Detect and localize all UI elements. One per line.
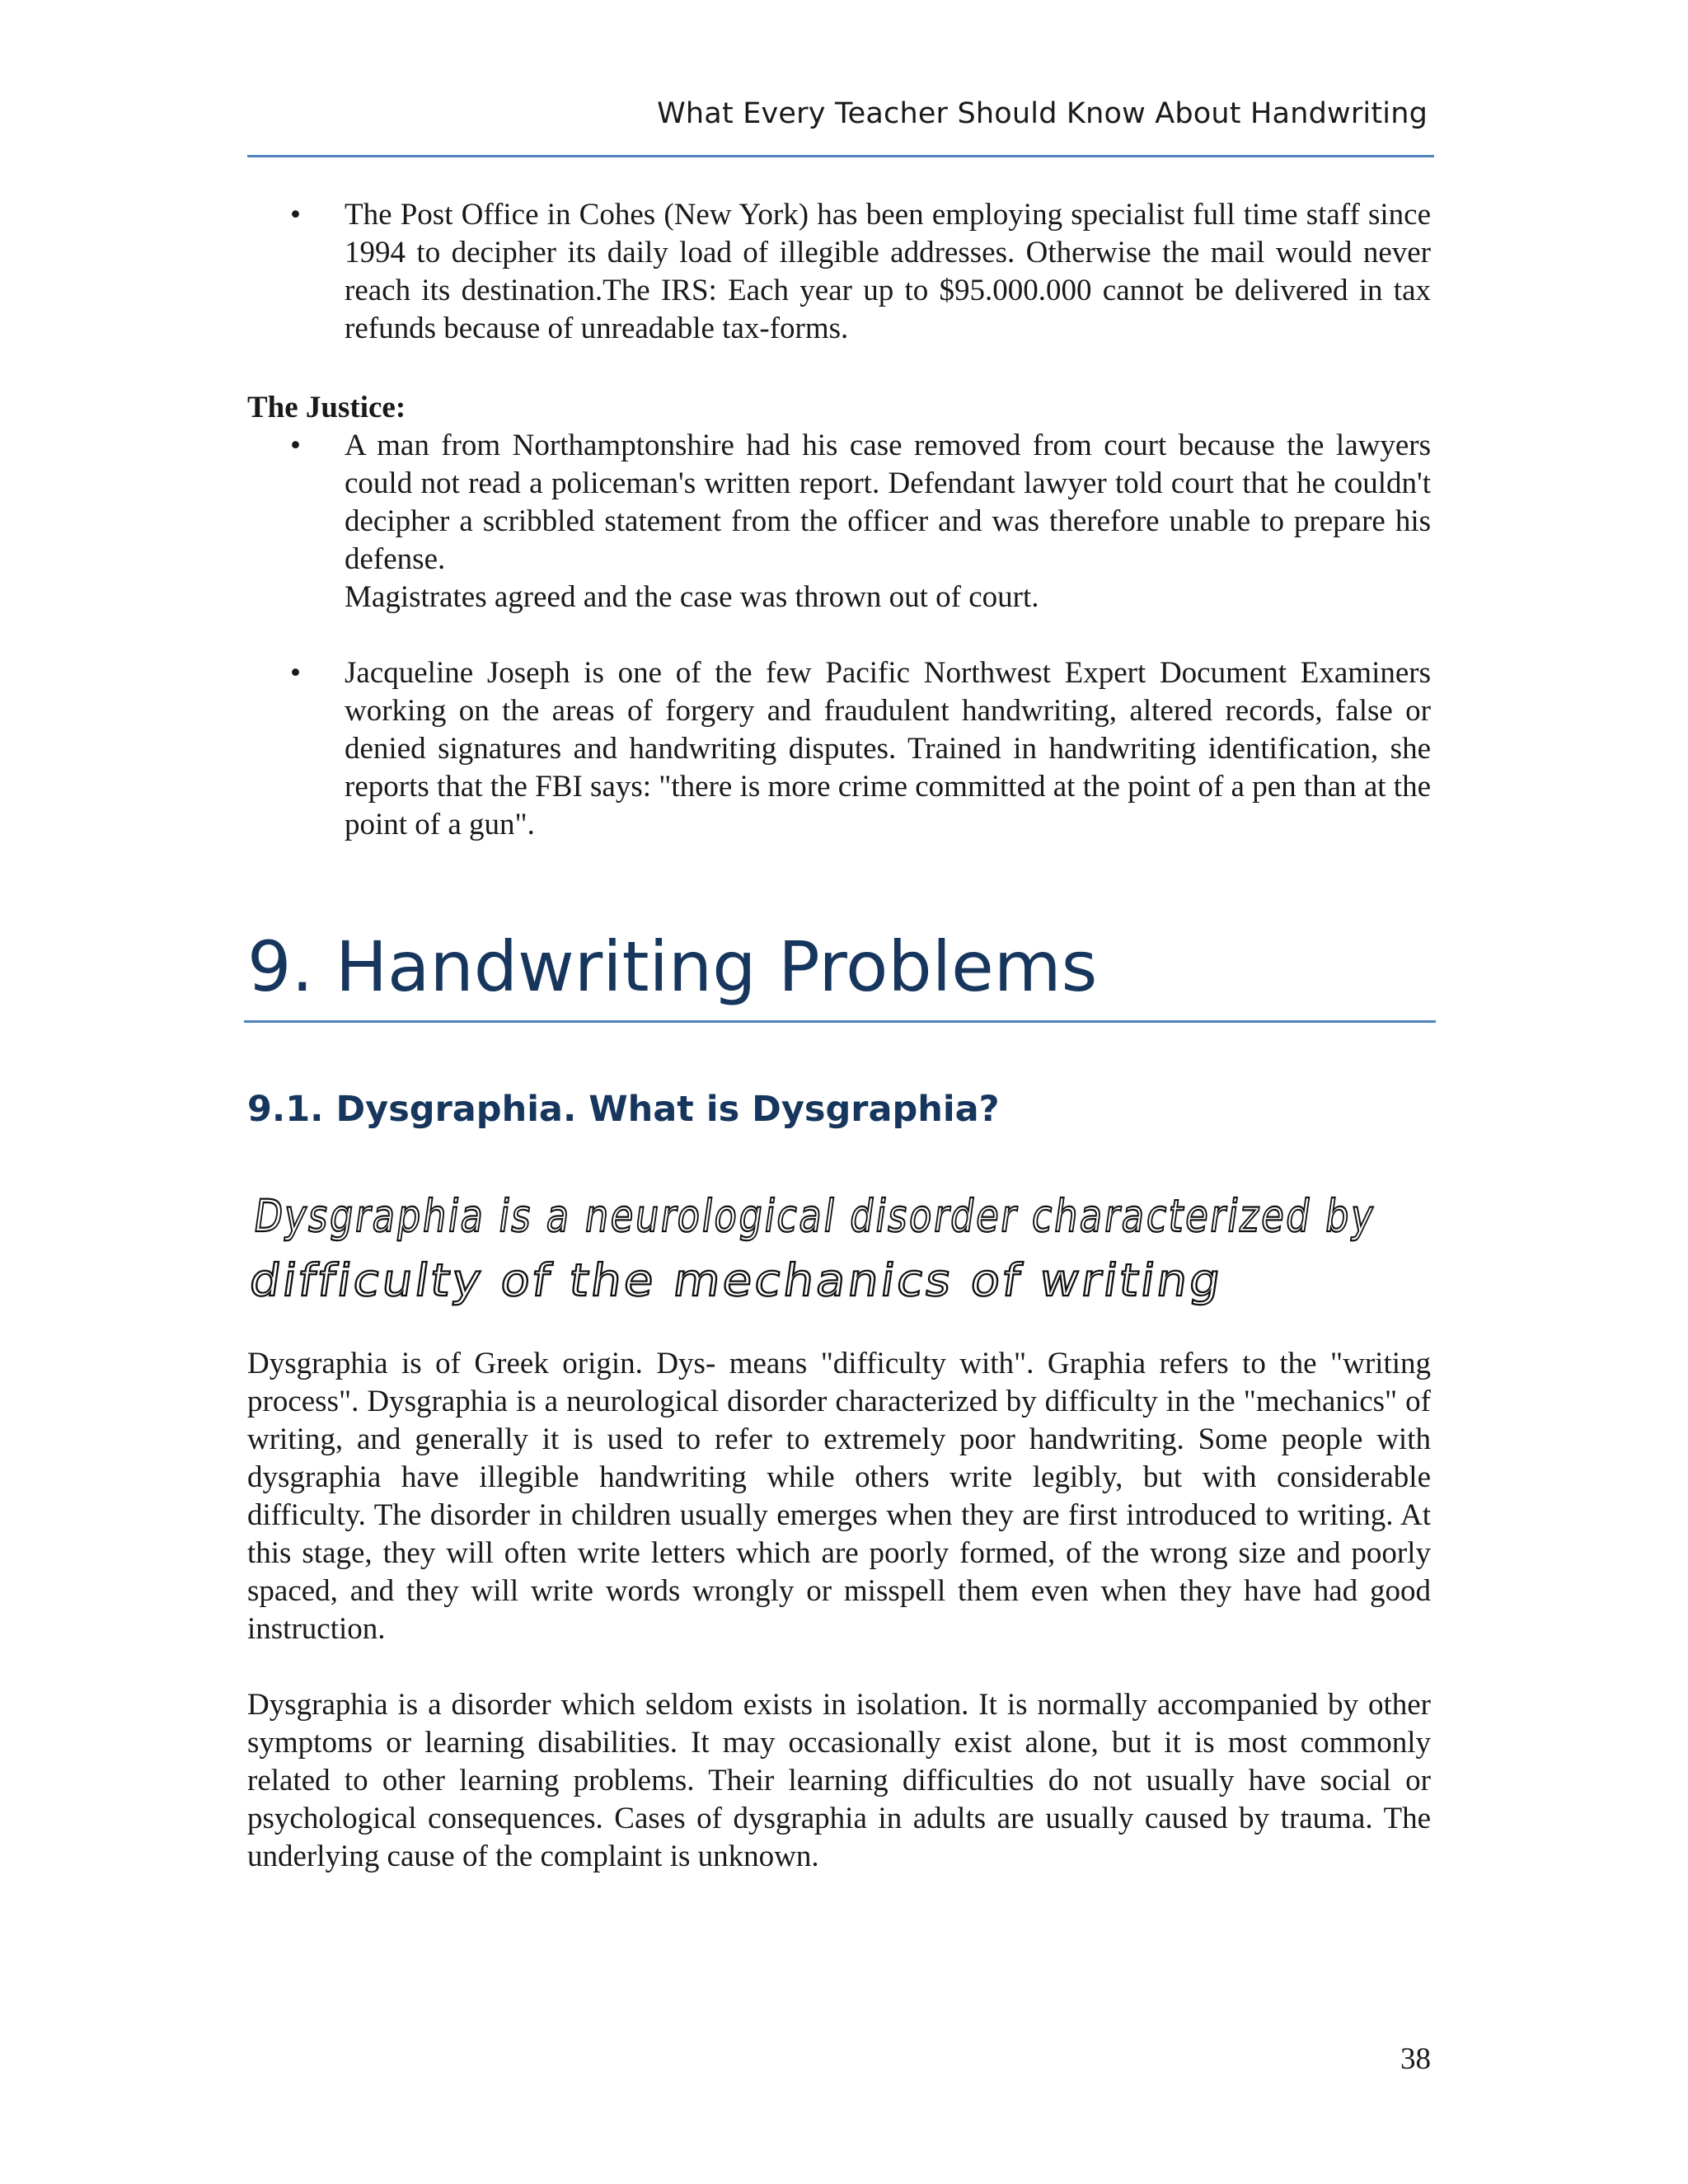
- list-item-paragraph: A man from Northamptonshire had his case removed from court because the lawyers could not read a policeman's written report. Defendant lawyer told court that he couldn't decipher a scribbled statement from the officer and was therefore unable to prepare his defense.: [345, 429, 1431, 576]
- handwriting-sample-image: [244, 1172, 1607, 1320]
- body-paragraph: Dysgraphia is of Greek origin. Dys- means "difficulty with". Graphia refers to the "writing process". Dysgraphia is a neurological disorder characterized by difficulty in the "mechanics" of writing, and generally it is used to refer to extremely poor handwriting. Some people with dysgraphia have illegible handwriting while others write legibly, but with considerable difficulty. The disorder in children usually emerges when they are first introduced to writing. At this stage, they will often write letters which are poorly formed, of the wrong size and poorly spaced, and they will write words wrongly or misspell them even when they have had good instruction.: [247, 1347, 1431, 1646]
- body-paragraph: Dysgraphia is a disorder which seldom exists in isolation. It is normally accompanied by other symptoms or learning disabilities. It may occasionally exist alone, but it is most commonly related to other learning problems. Their learning difficulties do not usually have social or psychological consequences. Cases of dysgraphia in adults are usually caused by trauma. The underlying cause of the complaint is unknown.: [247, 1688, 1431, 1873]
- list-item-continuation: Magistrates agreed and the case was thrown out of court.: [345, 580, 1039, 614]
- page-number: 38: [1400, 2042, 1431, 2076]
- list-item-text: The Post Office in Cohes (New York) has been employing specialist full time staff since 1994 to decipher its daily load of illegible addresses. Otherwise the mail would never reach its destination.The IRS: Each year up to $95.000.000 cannot be delivered in tax refunds because of unreadable tax-forms.: [345, 198, 1431, 345]
- handwriting-line-1: Dysgraphia is a neurological disorder characterized by: [251, 1190, 1607, 1242]
- header-rule: [247, 155, 1434, 157]
- list-item-text: [345, 427, 1431, 616]
- bullet-marker: •: [290, 429, 301, 462]
- list-item: [247, 654, 1431, 844]
- section-label-justice: The Justice:: [247, 391, 406, 424]
- list-item: [247, 427, 1431, 616]
- chapter-rule: [244, 1020, 1436, 1023]
- chapter-title: 9. Handwriting Problems: [247, 926, 1098, 1007]
- subsection-title: 9.1. Dysgraphia. What is Dysgraphia?: [247, 1089, 1000, 1130]
- bullet-marker: •: [290, 198, 301, 232]
- list-item-text: Jacqueline Joseph is one of the few Pacific Northwest Expert Document Examiners working on the areas of forgery and fraudulent handwriting, altered records, false or denied signatures and handwriting disputes. Trained in handwriting identification, she reports that the FBI says: "there is more crime committed at the point of a pen than at the point of a gun".: [345, 656, 1431, 841]
- running-header: What Every Teacher Should Know About Handwriting: [657, 97, 1428, 130]
- bullet-marker: •: [290, 656, 301, 690]
- list-item: [247, 196, 1431, 348]
- handwriting-line-2: difficulty of the mechanics of writing: [246, 1254, 1163, 1306]
